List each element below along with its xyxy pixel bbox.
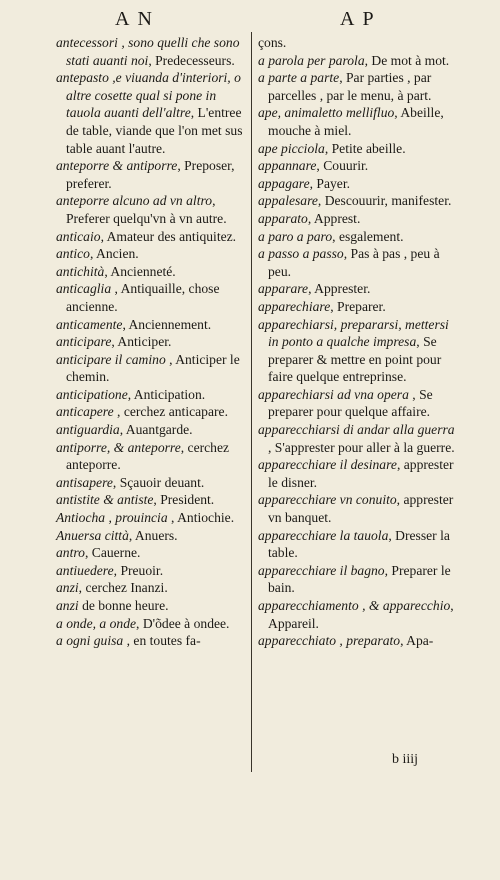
entry-headword: anzi	[56, 598, 79, 613]
entry-headword: ape picciola	[258, 140, 325, 156]
entry-translation: , Preuoir.	[113, 562, 164, 578]
entry-headword: apparecchiato , preparato	[258, 633, 401, 649]
dictionary-entry	[56, 157, 246, 192]
entry-headword: anticaio	[56, 228, 101, 244]
entry-headword: apparecchiare vn conuito	[258, 492, 397, 508]
entry-translation: , Antiquaille, chose ancienne.	[66, 281, 220, 314]
entry-translation: , cerchez anticapare.	[113, 404, 228, 420]
dictionary-entry	[56, 597, 246, 615]
entry-translation: , cerchez anteporre.	[66, 439, 230, 473]
dictionary-entry	[56, 386, 246, 404]
entry-translation: , Preposer, preferer.	[66, 158, 235, 191]
entry-translation: , Apprest.	[307, 210, 361, 226]
entry-translation: , Antiochie.	[167, 510, 235, 526]
entry-translation: , Payer.	[309, 175, 351, 191]
entry-translation: , Preferer quelqu'vn à vn autre.	[66, 193, 227, 226]
entry-translation: , Se preparer & mettre en point pour faire quelque entreprinse.	[268, 334, 442, 385]
dictionary-entry	[258, 298, 458, 316]
entry-translation: , Apprester.	[308, 281, 371, 297]
entry-headword: appannare	[258, 158, 317, 174]
entry-headword: apparecchiare il bagno	[258, 562, 385, 578]
dictionary-entry	[56, 579, 246, 597]
dictionary-entry	[258, 316, 458, 386]
entry-headword: anticapere	[56, 404, 114, 420]
entry-headword: a parola per parola	[258, 52, 365, 68]
entry-translation: , Dresser la table.	[268, 527, 450, 561]
entry-headword: apparechiarsi ad vna opera	[258, 386, 409, 402]
entry-translation: , Predecesseurs.	[148, 52, 235, 68]
entry-headword: a passo a passo	[258, 246, 344, 262]
entry-headword: antisapere	[56, 474, 113, 490]
dictionary-entry	[56, 544, 246, 562]
entry-headword: antecessori , sono quelli che sono stati auanti noi	[56, 35, 240, 68]
dictionary-entry	[258, 245, 458, 280]
running-header	[0, 8, 500, 34]
dictionary-entry	[56, 474, 246, 492]
entry-headword: anteporre alcuno ad vn altro	[56, 193, 213, 209]
entry-headword: antiguardia	[56, 422, 120, 438]
dictionary-entry	[258, 632, 458, 650]
entry-headword: anticamente	[56, 316, 123, 332]
dictionary-entry	[56, 280, 246, 315]
entry-translation: , Petite abeille.	[324, 140, 406, 156]
entry-headword: anticaglia	[56, 281, 112, 297]
entry-translation: , Se preparer pour quelque affaire.	[268, 386, 433, 420]
entry-translation: , L'entree de table, viande que l'on met sus table auant l'autre.	[66, 105, 243, 156]
column-divider	[251, 32, 252, 772]
header-right: AP	[340, 8, 382, 30]
entry-translation: , cerchez Inanzi.	[78, 580, 168, 596]
entry-headword: anzi	[56, 580, 79, 596]
entry-headword: antiuedere	[56, 562, 114, 578]
dictionary-entry	[258, 210, 458, 228]
dictionary-entry	[56, 632, 246, 650]
entry-headword: apparecchiarsi di andar alla guerra	[258, 422, 455, 438]
entry-translation: , Anuers.	[128, 527, 178, 543]
entry-headword: appagare	[258, 175, 310, 191]
dictionary-entry	[258, 140, 458, 158]
entry-translation: , Anticiper.	[111, 334, 172, 350]
entry-translation: , Couurir.	[316, 158, 369, 174]
dictionary-entry	[56, 333, 246, 351]
dictionary-entry	[258, 280, 458, 298]
entry-headword: antico	[56, 246, 90, 262]
entry-translation: , esgalement.	[332, 228, 404, 244]
entry-headword: a ogni guisa	[56, 633, 124, 649]
dictionary-entry	[56, 316, 246, 334]
entry-headword: anticipare	[56, 334, 112, 350]
dictionary-entry	[258, 386, 458, 421]
entry-translation: , D'õdee à ondee.	[136, 615, 230, 631]
left-column	[56, 34, 246, 650]
entry-translation: , Anticiper le chemin.	[66, 351, 240, 385]
entry-translation: , en toutes fa-	[123, 633, 201, 649]
entry-headword: a onde, a onde	[56, 615, 137, 631]
entry-translation: çons.	[258, 35, 287, 50]
entry-translation: , Ancienneté.	[104, 263, 176, 279]
entry-headword: anticipatione	[56, 386, 128, 402]
dictionary-entry	[258, 491, 458, 526]
entry-translation: , Cauerne.	[84, 545, 141, 561]
entry-translation: , Abeille, mouche à miel.	[268, 105, 444, 138]
entry-headword: a paro a paro	[258, 228, 333, 244]
entry-headword: antistite & antiste	[56, 492, 154, 508]
entry-headword: anticipare il camino	[56, 351, 166, 367]
dictionary-entry	[258, 597, 458, 632]
entry-translation: de bonne heure.	[78, 598, 169, 613]
entry-headword: ape, animaletto mellifluo	[258, 105, 395, 121]
entry-headword: Anuersa città	[56, 527, 129, 543]
dictionary-entry	[56, 34, 246, 69]
entry-headword: antichità	[56, 263, 105, 279]
entry-translation: , Descouurir, manifester.	[317, 193, 452, 209]
entry-headword: Antiocha , prouincia	[56, 510, 168, 526]
entry-translation: , President.	[153, 492, 215, 508]
dictionary-entry	[56, 228, 246, 246]
entry-translation: , Anciennement.	[122, 316, 212, 332]
dictionary-entry	[56, 403, 246, 421]
entry-translation: , apprester le disner.	[268, 457, 454, 490]
dictionary-entry	[258, 157, 458, 175]
dictionary-entry	[258, 69, 458, 104]
dictionary-entry	[56, 615, 246, 633]
dictionary-entry	[56, 245, 246, 263]
dictionary-entry	[56, 69, 246, 157]
dictionary-entry	[258, 175, 458, 193]
dictionary-entry	[56, 263, 246, 281]
dictionary-entry	[258, 34, 458, 52]
entry-headword: a parte a parte	[258, 70, 340, 86]
entry-translation: , Apa-	[400, 633, 434, 649]
dictionary-entry	[56, 527, 246, 545]
dictionary-entry	[258, 527, 458, 562]
dictionary-entry	[258, 228, 458, 246]
entry-translation: , S'apprester pour aller à la guerre.	[268, 439, 455, 455]
dictionary-entry	[258, 192, 458, 210]
right-column	[258, 34, 458, 650]
entry-translation: , Pas à pas , peu à peu.	[268, 246, 440, 279]
dictionary-entry	[56, 439, 246, 474]
entry-headword: appalesare	[258, 193, 318, 209]
entry-translation: , Par parties , par parcelles , par le menu, à part.	[268, 70, 432, 103]
entry-headword: apparecchiamento , & apparecchio	[258, 598, 451, 613]
entry-translation: , Appareil.	[268, 598, 454, 631]
entry-translation: , Preparer.	[330, 298, 386, 314]
dictionary-entry	[258, 52, 458, 70]
entry-headword: apparare	[258, 281, 309, 297]
entry-headword: antepasto ,e viuanda d'interiori, o altre cosette qual si pone in tauola auanti dell'altre	[56, 70, 241, 121]
dictionary-entry	[56, 491, 246, 509]
signature-mark: b iiij	[392, 752, 419, 767]
dictionary-entry	[56, 509, 246, 527]
dictionary-entry	[56, 351, 246, 386]
dictionary-entry	[258, 104, 458, 139]
dictionary-entry	[258, 421, 458, 456]
entry-translation: , Anticipation.	[127, 386, 206, 402]
entry-translation: , apprester vn banquet.	[268, 492, 454, 526]
entry-translation: , Ancien.	[89, 246, 139, 262]
header-left: AN	[115, 8, 160, 30]
dictionary-entry	[56, 421, 246, 439]
entry-translation: , Auantgarde.	[119, 422, 193, 438]
entry-translation: , Sçauoir deuant.	[112, 474, 205, 490]
entry-headword: apparecchiare la tauola	[258, 527, 389, 543]
entry-headword: apparecchiare il desinare	[258, 457, 397, 473]
dictionary-entry	[258, 562, 458, 597]
dictionary-entry	[56, 562, 246, 580]
entry-translation: , De mot à mot.	[364, 52, 450, 68]
dictionary-entry	[56, 192, 246, 227]
entry-headword: apparato	[258, 210, 308, 226]
entry-headword: apparechiare	[258, 298, 331, 314]
entry-headword: anteporre & antiporre	[56, 158, 178, 174]
entry-headword: apparechiarsi, prepararsi, mettersi in ponto a qualche impresa	[258, 316, 449, 350]
entry-translation: , Preparer le bain.	[268, 562, 451, 596]
entry-translation: , Amateur des antiquitez.	[100, 228, 237, 244]
entry-headword: antro	[56, 545, 85, 561]
dictionary-entry	[258, 456, 458, 491]
entry-headword: antiporre, & anteporre	[56, 439, 181, 455]
